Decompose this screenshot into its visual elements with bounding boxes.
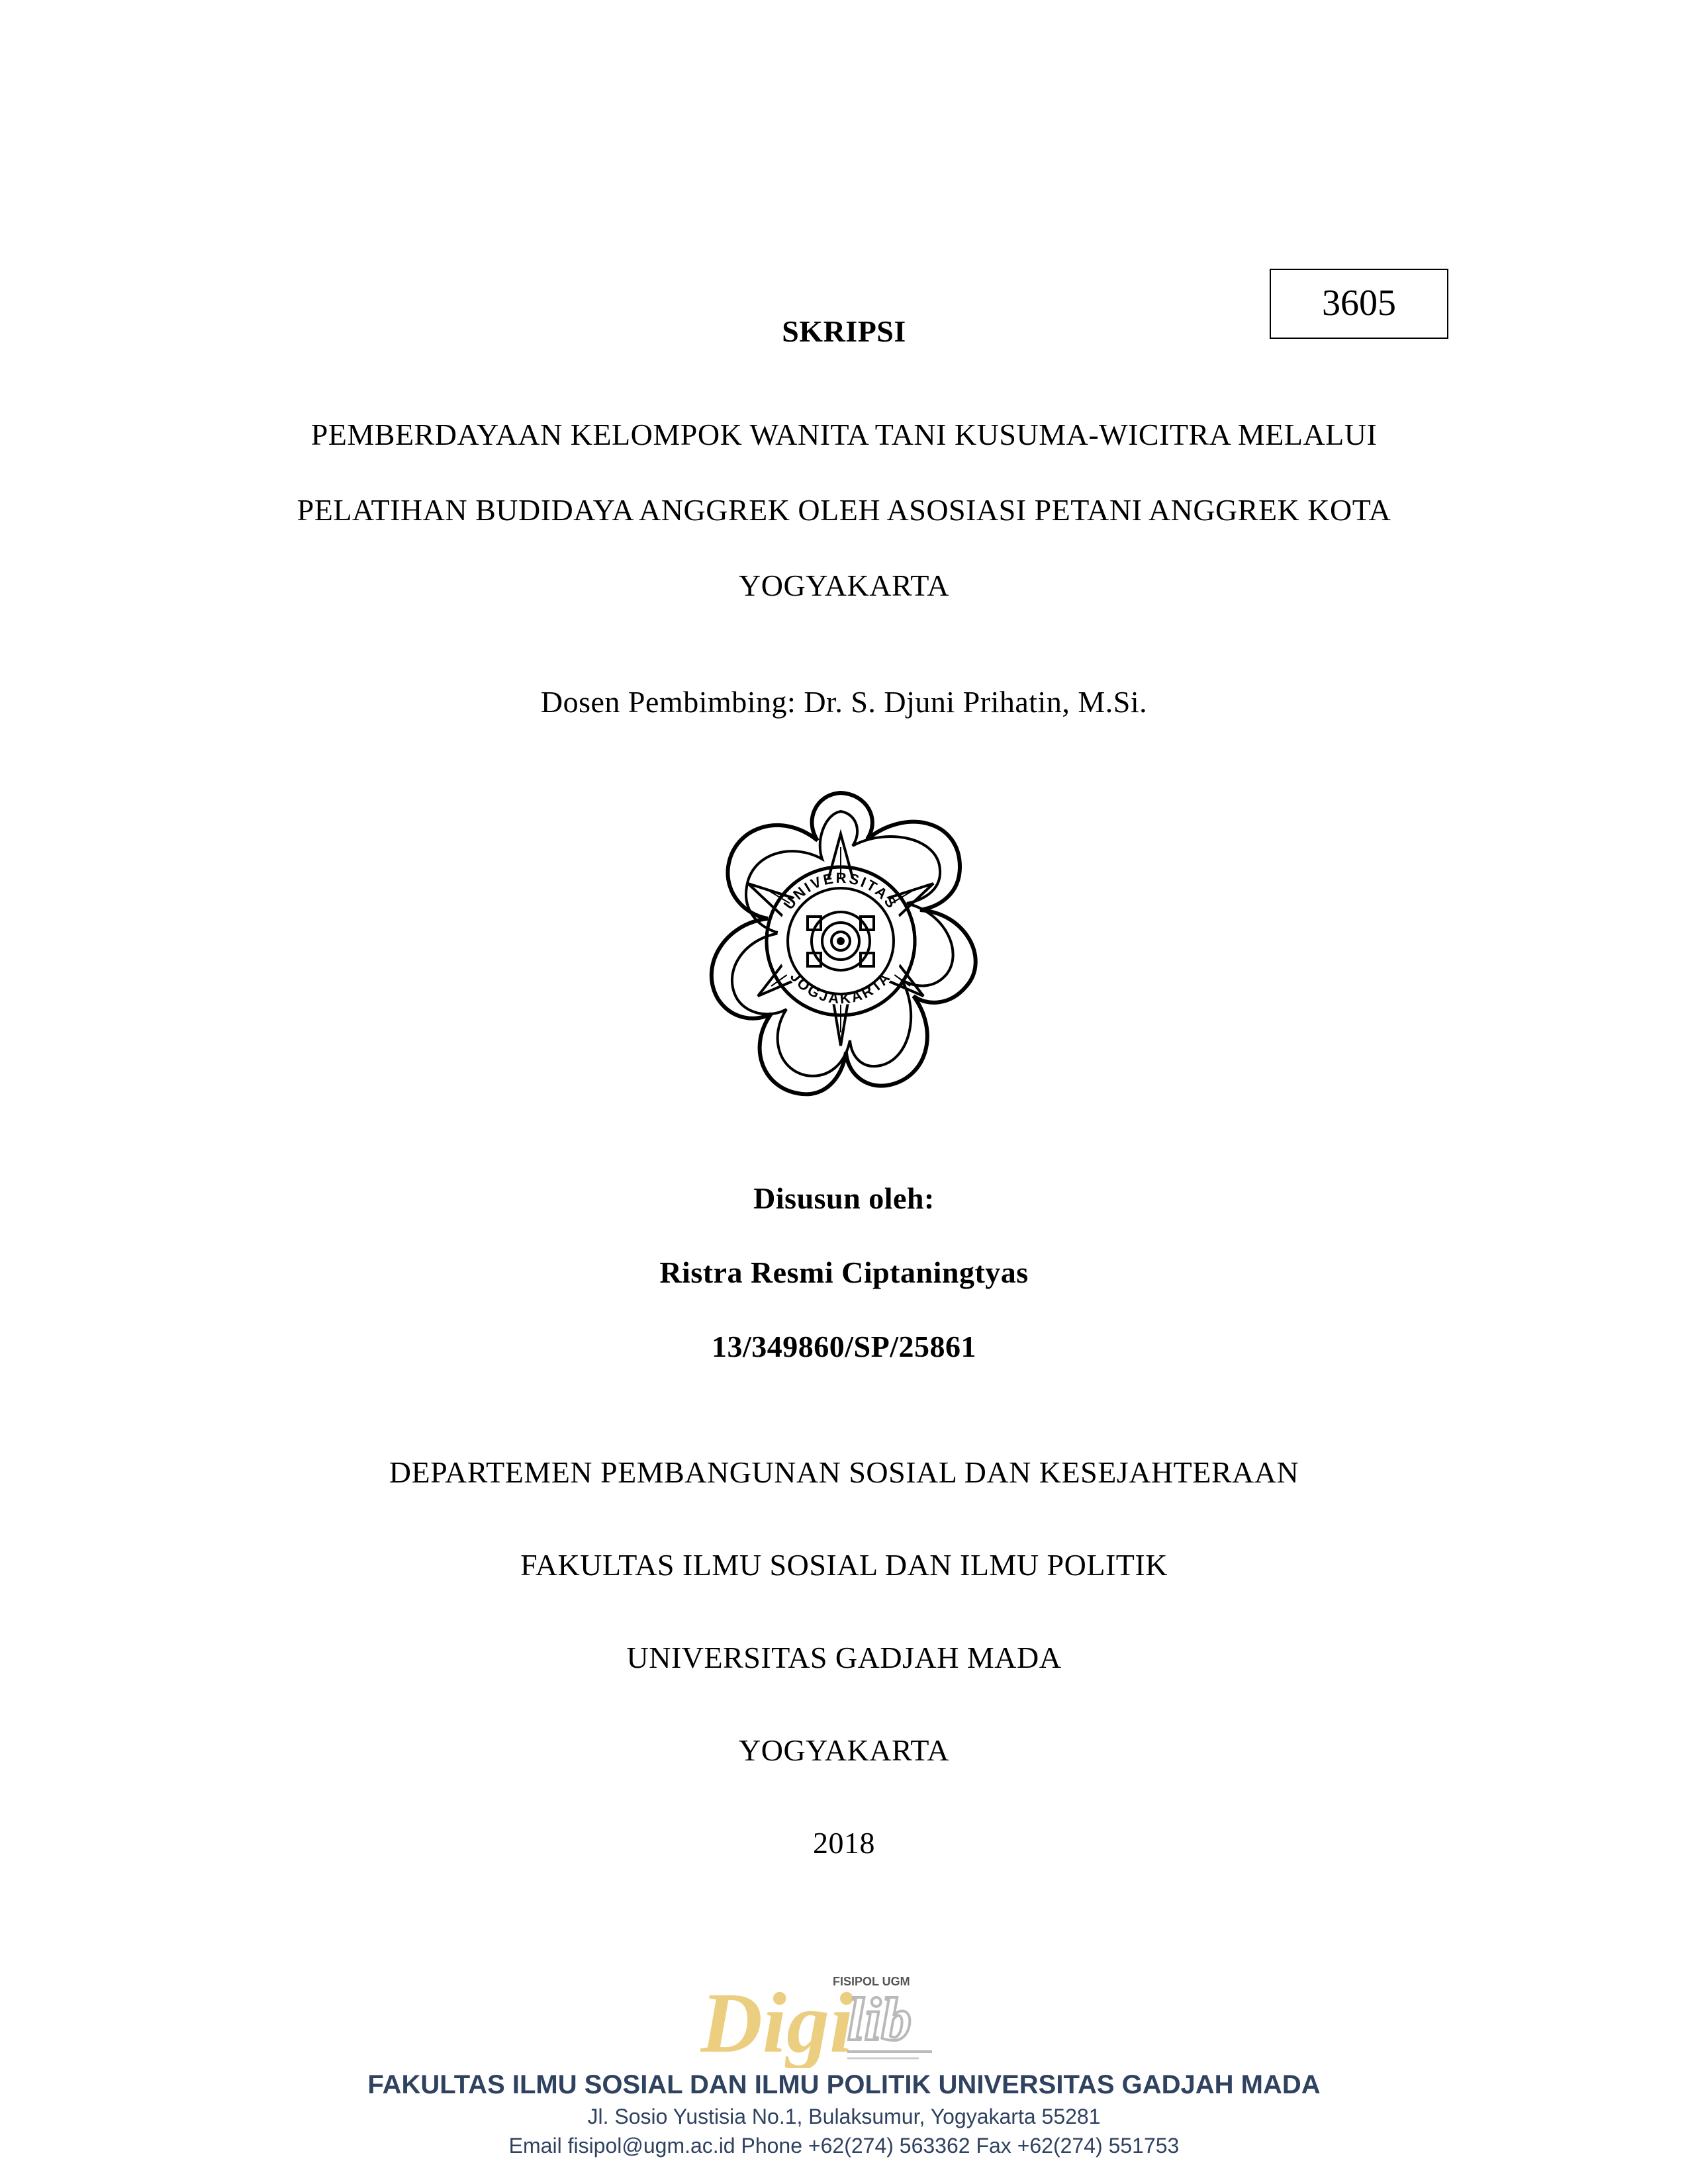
digilib-logo [700,1959,952,2068]
author-id: 13/349860/SP/25861 [711,1330,977,1363]
svg-text:lib: lib [847,1985,912,2053]
faculty-line: FAKULTAS ILMU SOSIAL DAN ILMU POLITIK [520,1548,1168,1582]
year-line: 2018 [813,1826,875,1860]
title-line-1: PEMBERDAYAAN KELOMPOK WANITA TANI KUSUMA-WICITRA MELALUI [310,418,1378,451]
document-number: 3605 [1322,283,1396,324]
author-name: Ristra Resmi Ciptaningtyas [659,1255,1029,1289]
svg-text:UNIVERSITAS: UNIVERSITAS [780,869,902,913]
svg-text:FISIPOL UGM: FISIPOL UGM [833,1975,910,1988]
city-line: YOGYAKARTA [739,1733,949,1767]
title-line-2: PELATIHAN BUDIDAYA ANGGREK OLEH ASOSIASI PETANI ANGGREK KOTA [297,493,1391,527]
university-seal-logo [669,768,1013,1125]
svg-text:Digi: Digi [700,1976,854,2068]
footer-title: FAKULTAS ILMU SOSIAL DAN ILMU POLITIK UNIVERSITAS GADJAH MADA [367,2070,1321,2099]
author-label: Disusun oleh: [753,1181,935,1215]
svg-text:JOGJAKARTA: JOGJAKARTA [786,968,895,1007]
doc-type-heading: SKRIPSI [782,314,906,348]
footer-contact: Email fisipol@ugm.ac.id Phone +62(274) 563362 Fax +62(274) 551753 [508,2134,1180,2158]
university-line: UNIVERSITAS GADJAH MADA [626,1641,1062,1674]
supervisor-line: Dosen Pembimbing: Dr. S. Djuni Prihatin, M.Si. [540,685,1148,719]
department-line: DEPARTEMEN PEMBANGUNAN SOSIAL DAN KESEJAHTERAAN [389,1455,1299,1489]
title-line-3: YOGYAKARTA [739,569,949,602]
footer-address: Jl. Sosio Yustisia No.1, Bulaksumur, Yogyakarta 55281 [587,2105,1101,2128]
